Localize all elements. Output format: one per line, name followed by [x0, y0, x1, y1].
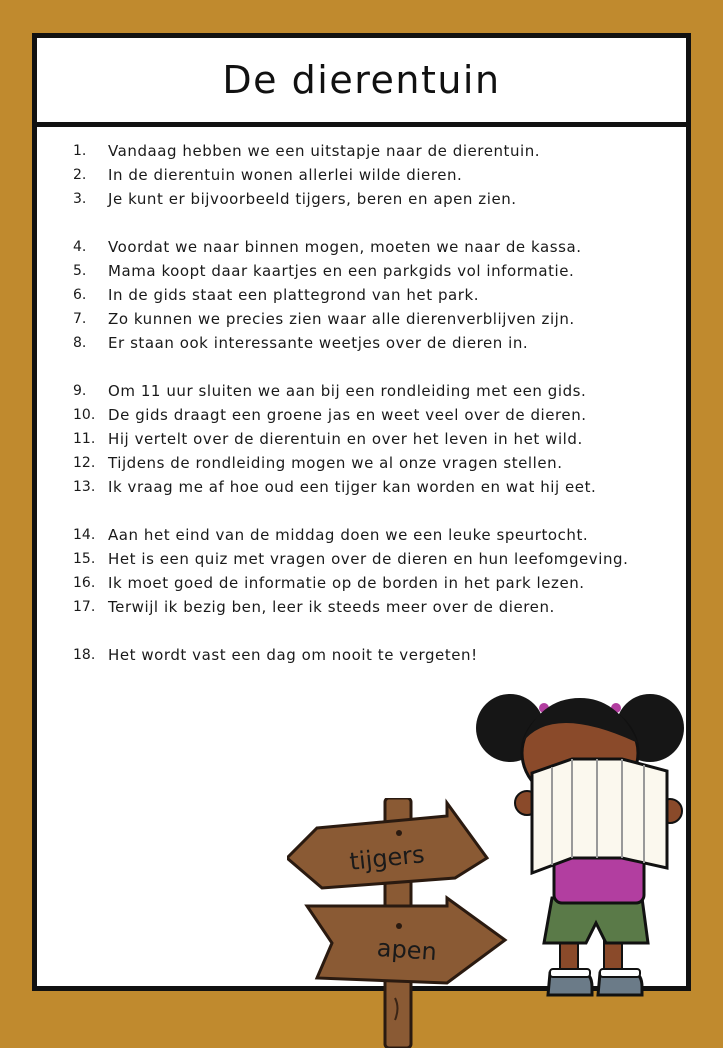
sentence-number: 5.: [73, 263, 87, 279]
sentence-number: 10.: [73, 407, 96, 423]
sentence-text: Het wordt vast een dag om nooit te vergeten!: [108, 646, 478, 664]
sentence-line: [73, 451, 693, 475]
sentence-line: [73, 403, 693, 427]
sentence-text: Terwijl ik bezig ben, leer ik steeds meer over de dieren.: [108, 598, 555, 616]
sentence-line: [73, 547, 693, 571]
sentence-text: In de gids staat een plattegrond van het park.: [108, 286, 480, 304]
page-title: De dierentuin: [222, 58, 501, 102]
sentence-text: Zo kunnen we precies zien waar alle dierenverblijven zijn.: [108, 310, 575, 328]
sentence-text: In de dierentuin wonen allerlei wilde dieren.: [108, 166, 463, 184]
sentence-line: [73, 475, 693, 499]
sentence-number: 7.: [73, 311, 87, 327]
sentence-line: [73, 139, 693, 163]
sentence-number: 17.: [73, 599, 96, 615]
worksheet-frame: [32, 33, 691, 991]
sentence-line: [73, 571, 693, 595]
girl-reading-map-illustration: [472, 683, 687, 1008]
sentence-number: 11.: [73, 431, 96, 447]
paragraph-gap: [73, 355, 693, 379]
sentence-number: 2.: [73, 167, 87, 183]
sentence-line: [73, 331, 693, 355]
sentence-line: [73, 259, 693, 283]
sentence-number: 18.: [73, 647, 96, 663]
sentence-number: 13.: [73, 479, 96, 495]
sentence-number: 8.: [73, 335, 87, 351]
sentence-number: 3.: [73, 191, 87, 207]
sentence-text: Er staan ook interessante weetjes over de dieren in.: [108, 334, 529, 352]
sentence-text: Om 11 uur sluiten we aan bij een rondleiding met een gids.: [108, 382, 587, 400]
sentence-text: Voordat we naar binnen mogen, moeten we naar de kassa.: [108, 238, 582, 256]
sentence-number: 15.: [73, 551, 96, 567]
shorts-icon: [544, 898, 648, 943]
sentence-line: [73, 283, 693, 307]
sentence-line: [73, 235, 693, 259]
sentence-line: [73, 595, 693, 619]
sentence-text: Tijdens de rondleiding mogen we al onze vragen stellen.: [108, 454, 563, 472]
sign-label-tijgers: tijgers: [348, 840, 426, 876]
paragraph-gap: [73, 499, 693, 523]
sentence-number: 1.: [73, 143, 87, 159]
sentence-line: [73, 427, 693, 451]
sentence-text: Ik vraag me af hoe oud een tijger kan worden en wat hij eet.: [108, 478, 597, 496]
sentence-number: 16.: [73, 575, 96, 591]
sentence-number: 6.: [73, 287, 87, 303]
sentence-line: [73, 643, 693, 667]
sentence-number: 9.: [73, 383, 87, 399]
paragraph-gap: [73, 619, 693, 643]
sign-label-apen: apen: [375, 933, 438, 967]
sentence-line: [73, 187, 693, 211]
sentence-text: De gids draagt een groene jas en weet veel over de dieren.: [108, 406, 587, 424]
sentence-text: Aan het eind van de middag doen we een leuke speurtocht.: [108, 526, 589, 544]
sentence-text: Mama koopt daar kaartjes en een parkgids vol informatie.: [108, 262, 575, 280]
sentence-line: [73, 307, 693, 331]
sentence-number: 12.: [73, 455, 96, 471]
sentence-line: [73, 379, 693, 403]
title-bar: [37, 38, 686, 127]
sentence-text: Vandaag hebben we een uitstapje naar de dierentuin.: [108, 142, 541, 160]
sentence-line: [73, 523, 693, 547]
paragraph-gap: [73, 211, 693, 235]
sentence-text: Hij vertelt over de dierentuin en over het leven in het wild.: [108, 430, 583, 448]
sentence-list: [73, 139, 693, 667]
sentence-number: 14.: [73, 527, 96, 543]
sentence-text: Je kunt er bijvoorbeeld tijgers, beren en apen zien.: [108, 190, 517, 208]
sentence-number: 4.: [73, 239, 87, 255]
sentence-line: [73, 163, 693, 187]
sentence-text: Het is een quiz met vragen over de dieren en hun leefomgeving.: [108, 550, 629, 568]
sentence-text: Ik moet goed de informatie op de borden in het park lezen.: [108, 574, 585, 592]
